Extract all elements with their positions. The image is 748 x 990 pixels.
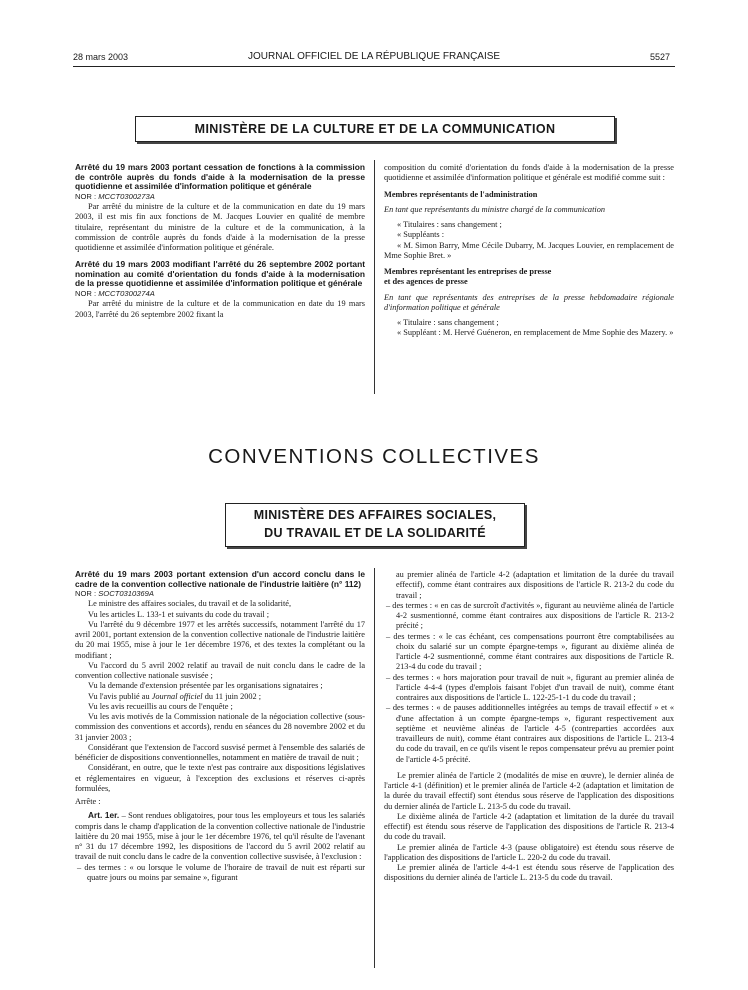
admin-members-heading: Membres représentants de l'administration bbox=[384, 189, 538, 199]
composition-text: composition du comité d'orientation du fonds d'aide à la modernisation de la presse quotidienne et assimilée d'information politique et générale est modifié comme suit : bbox=[384, 163, 674, 183]
suppleant-line: « Suppléant : M. Hervé Guéneron, en remplacement de Mme Sophie des Mazery. » bbox=[397, 328, 674, 338]
ministry-social-line-1: MINISTÈRE DES AFFAIRES SOCIALES, bbox=[253, 508, 497, 522]
ministry-social-banner bbox=[225, 503, 525, 547]
reserve-1: Le premier alinéa de l'article 2 (modalités de mise en œuvre), le dernier alinéa de l'article 4-1 (définition) et le premier alinéa de l'article 4-2 (adaptation et limitation de la durée du travail effectif) sont étendus sous réserve de l'application des dispositions du dernier alinéa de l'article L. 213-5 du code du travail. bbox=[384, 770, 674, 811]
titulaires-line: « Titulaires : sans changement ; bbox=[397, 220, 502, 229]
exclusion-1: – des termes : « ou lorsque le volume de l'horaire de travail de nuit est réparti sur quatre jours ou moins par semaine », figurant bbox=[77, 862, 365, 882]
exclusion-5: – des termes : « de pauses additionnelles intégrées au temps de travail effectif » et « d'une affectation à un compte épargne-temps », figurant respectivement aux septième et neuvième alinéas de l'article 4-5 (contreparties accordées aux travailleurs de nuit), comme étant contraires aux dispositions de l'article L. 213-4 du code du travail, en ce qu'ils visent le repos compensateur prévu au premier point de l'article 4-5 précité. bbox=[386, 703, 674, 764]
preamble-arrete-1977: Vu l'arrêté du 9 décembre 1977 et les arrêtés successifs, notamment l'arrêté du 17 avril 2001, portant extension de la convention collective nationale de l'industrie laitière du 20 mai 1955, mise à jour le 1er décembre 1976, et des textes la complétant ou la modifiant ; bbox=[75, 619, 365, 660]
section-title: CONVENTIONS COLLECTIVES bbox=[208, 445, 540, 468]
exclusion-2: – des termes : « en cas de surcroît d'activités », figurant au neuvième alinéa de l'article 4-2 susmentionné, comme étant contraires aux dispositions de l'article R. 213-2 précité ; bbox=[386, 600, 674, 631]
decree-1-title: Arrêté du 19 mars 2003 portant cessation de fonctions à la commission de contrôle auprès du fonds d'aide à la modernisation de la presse quotidienne et assimilée d'information politique et générale bbox=[75, 162, 365, 192]
article-1: Art. 1er. – Sont rendues obligatoires, pour tous les employeurs et tous les salariés compris dans le champ d'application de la convention collective nationale de l'industrie laitière du 20 mai 1955, mise à jour le 1er décembre 1976, tel qu'il résulte de l'avenant n° 31 du 17 décembre 1992, les dispositions de l'accord du 5 avril 2002 relatif au travail de nuit conclu dans le cadre de la convention collective susvisée, à l'exclusion : bbox=[75, 810, 365, 862]
header-rule bbox=[73, 66, 675, 67]
left-top-column bbox=[75, 163, 365, 320]
preamble-articles: Vu les articles L. 133-1 et suivants du code du travail ; bbox=[88, 609, 270, 619]
preamble-commission: Vu les avis motivés de la Commission nationale de la négociation collective (sous-commission des conventions et accords), rendu en séances du 28 novembre 2002 et du 31 janvier 2003 ; bbox=[75, 712, 365, 742]
reserve-2: Le dixième alinéa de l'article 4-2 (adaptation et limitation de la durée du travail effectif) est étendu sous réserve de l'application des dispositions de l'article R. 213-4 du code du travail. bbox=[384, 811, 674, 842]
exclusion-3: – des termes : « le cas échéant, ces compensations pourront être comptabilisées au choix du salarié sur un compte épargne-temps », figurant au dixième alinéa de l'article 4-2 susmentionné, comme étant contraires aux dispositions de l'article R. 213-4 du code du travail ; bbox=[386, 631, 674, 672]
reserve-3: Le premier alinéa de l'article 4-3 (pause obligatoire) est étendu sous réserve de l'application des dispositions de l'article L. 220-2 du code du travail. bbox=[384, 842, 674, 862]
column-divider-bottom bbox=[374, 568, 375, 968]
right-bottom-column bbox=[384, 570, 674, 884]
preamble-demande: Vu la demande d'extension présentée par les organisations signataires ; bbox=[88, 681, 323, 691]
decree-2-body: Par arrêté du ministre de la culture et de la communication en date du 19 mars 2003, l'arrêté du 26 septembre 2002 fixant la bbox=[75, 299, 365, 319]
extension-decree-title: Arrêté du 19 mars 2003 portant extension d'un accord conclu dans le cadre de la convention collective nationale de l'industrie laitière (n° 112) bbox=[75, 569, 365, 589]
ministry-social-line-2: DU TRAVAIL ET DE LA SOLIDARITÉ bbox=[264, 526, 486, 540]
right-top-column bbox=[384, 163, 674, 339]
suppleants-names: « M. Simon Barry, Mme Cécile Dubarry, M. Jacques Louvier, en remplacement de Mme Sophie Bret. » bbox=[384, 240, 674, 260]
suppleants-line: « Suppléants : bbox=[397, 230, 445, 240]
left-bottom-column bbox=[75, 570, 365, 883]
decree-1-nor: NOR : MCCT0300273A bbox=[75, 191, 155, 201]
header-journal: JOURNAL OFFICIEL DE LA RÉPUBLIQUE FRANÇAISE bbox=[248, 51, 501, 62]
exclusion-4: – des termes : « hors majoration pour travail de nuit », figurant au premier alinéa de l'article 4-4-4 (types d'emplois faisant l'objet d'un travail de nuit), comme étant contraires aux dispositions de l'article L. 122-25-1-1 du code du travail ; bbox=[386, 672, 674, 702]
preamble-considerant-2: Considérant, en outre, que le texte n'est pas contraire aux dispositions législatives et réglementaires en vigueur, à l'exception des exclusions et réserves ci-après formulées, bbox=[75, 763, 365, 793]
extension-decree-nor: NOR : SOCT0310369A bbox=[75, 589, 154, 599]
press-members-subheading: En tant que représentants des entreprises de la presse hebdomadaire régionale d'information politique et générale bbox=[384, 292, 674, 312]
preamble-enquete: Vu les avis recueillis au cours de l'enquête ; bbox=[88, 701, 233, 711]
press-members-heading: Membres représentant les entreprises de presse bbox=[384, 267, 552, 276]
arrete-heading: Arrête : bbox=[75, 797, 101, 807]
decree-2-nor: NOR : MCCT0300274A bbox=[75, 289, 155, 299]
decree-1-body: Par arrêté du ministre de la culture et de la communication en date du 19 mars 2003, il est mis fin aux fonctions de M. Jacques Louvier en qualité de membre titulaire, représentant du ministre de la culture et de la communication, à la commission de contrôle auprès du fonds d'aide à la modernisation de la presse quotidienne et assimilée d'information politique et générale. bbox=[75, 202, 365, 253]
exclusion-1-continued: au premier alinéa de l'article 4-2 (adaptation et limitation de la durée du travail effectif), comme étant contraires aux dispositions de l'article R. 213-2 du code du travail ; bbox=[396, 570, 674, 600]
header-page-number: 5527 bbox=[650, 52, 671, 62]
decree-2-title: Arrêté du 19 mars 2003 modifiant l'arrêté du 26 septembre 2002 portant nomination au comité d'orientation du fonds d'aide à la modernisation de la presse quotidienne et assimilée d'information politique et générale bbox=[75, 259, 365, 289]
preamble-considerant-1: Considérant que l'extension de l'accord susvisé permet à l'ensemble des salariés de bénéficier de dispositions conventionnelles, notamment en matière de travail de nuit ; bbox=[75, 742, 365, 763]
reserve-4: Le premier alinéa de l'article 4-4-1 est étendu sous réserve de l'application des dispositions du dernier alinéa de l'article L. 213-5 du code du travail. bbox=[384, 863, 674, 883]
preamble-accord: Vu l'accord du 5 avril 2002 relatif au travail de nuit conclu dans le cadre de la convention collective nationale susvisée ; bbox=[75, 660, 365, 681]
press-members-heading-2: et des agences de presse bbox=[384, 277, 468, 287]
titulaire-line: « Titulaire : sans changement ; bbox=[397, 318, 499, 327]
preamble-avis-jo: Vu l'avis publié au Journal officiel du 11 juin 2002 ; bbox=[88, 691, 262, 701]
admin-members-subheading: En tant que représentants du ministre chargé de la communication bbox=[384, 204, 605, 214]
column-divider-top bbox=[374, 160, 375, 394]
ministry-culture-banner: MINISTÈRE DE LA CULTURE ET DE LA COMMUNICATION bbox=[135, 116, 615, 142]
preamble-minister: Le ministre des affaires sociales, du travail et de la solidarité, bbox=[88, 599, 292, 609]
header-date: 28 mars 2003 bbox=[73, 52, 129, 62]
